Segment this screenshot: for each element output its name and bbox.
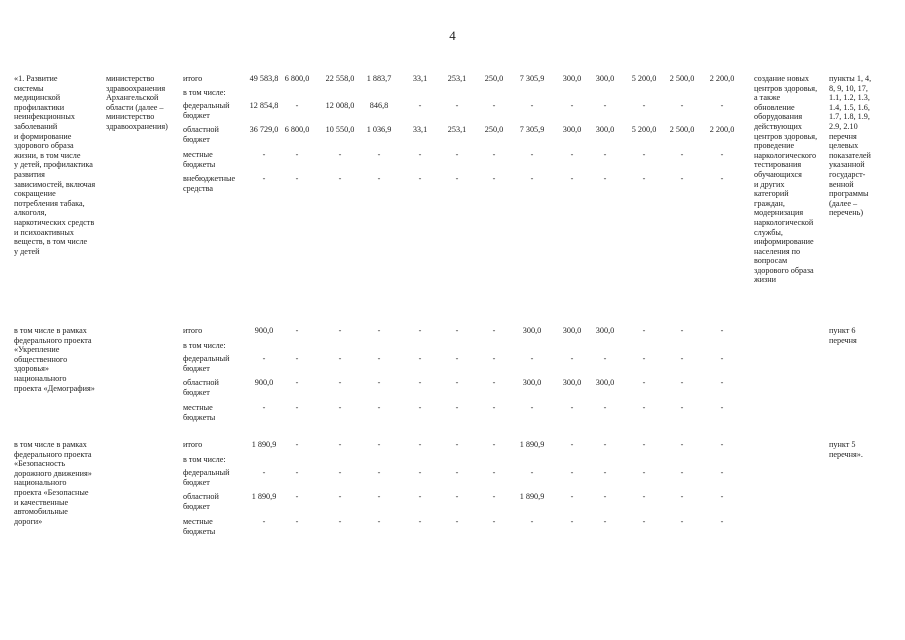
- funding-amount: -: [642, 440, 646, 449]
- funding-amount: -: [720, 517, 724, 526]
- funding-amount: -: [492, 150, 496, 159]
- funding-amount: -: [642, 101, 646, 110]
- indicator-references: пункты 1, 4, 8, 9, 10, 17, 1.1, 1.2, 1.3, 1.4, 1.5, 1.6, 1.7, 1.8, 1.9, 2.9, 2.10 перечня целевых показателей указанной государст- венной программы (далее – перечень): [829, 74, 872, 218]
- funding-amount: -: [492, 174, 496, 183]
- funding-amount: 2 500,0: [669, 74, 695, 83]
- funding-amount: -: [720, 403, 724, 412]
- funding-source: в том числе:: [183, 455, 226, 464]
- funding-amount: -: [295, 517, 299, 526]
- funding-amount: -: [642, 378, 646, 387]
- task-description: в том числе в рамках федерального проекта «Укрепление общественного здоровья» национального проекта «Демография»: [14, 326, 95, 393]
- funding-amount: -: [377, 174, 381, 183]
- funding-amount: -: [720, 174, 724, 183]
- funding-source: местные бюджеты: [183, 517, 216, 536]
- funding-amount: -: [295, 403, 299, 412]
- funding-source: итого: [183, 440, 203, 449]
- funding-amount: -: [295, 378, 299, 387]
- funding-amount: -: [418, 517, 422, 526]
- funding-amount: 900,0: [254, 378, 274, 387]
- funding-amount: 1 883,7: [366, 74, 392, 83]
- funding-amount: -: [295, 468, 299, 477]
- funding-amount: -: [570, 354, 574, 363]
- funding-amount: -: [418, 354, 422, 363]
- funding-amount: 1 890,9: [519, 440, 545, 449]
- funding-amount: -: [338, 517, 342, 526]
- funding-amount: -: [338, 468, 342, 477]
- funding-amount: -: [377, 403, 381, 412]
- funding-amount: 12 854,8: [249, 101, 279, 110]
- funding-amount: 900,0: [254, 326, 274, 335]
- funding-source: областной бюджет: [183, 492, 219, 511]
- funding-amount: -: [720, 326, 724, 335]
- funding-amount: -: [492, 492, 496, 501]
- funding-source: областной бюджет: [183, 125, 219, 144]
- funding-amount: -: [295, 440, 299, 449]
- funding-amount: -: [262, 174, 266, 183]
- funding-amount: -: [680, 378, 684, 387]
- funding-amount: -: [492, 326, 496, 335]
- funding-amount: -: [720, 378, 724, 387]
- funding-amount: -: [338, 403, 342, 412]
- funding-amount: 36 729,0: [249, 125, 279, 134]
- funding-amount: -: [295, 492, 299, 501]
- funding-amount: -: [680, 517, 684, 526]
- funding-amount: 300,0: [595, 378, 615, 387]
- funding-amount: -: [680, 326, 684, 335]
- funding-amount: -: [642, 174, 646, 183]
- funding-amount: 300,0: [522, 326, 542, 335]
- funding-amount: -: [262, 150, 266, 159]
- funding-amount: 1 890,9: [251, 440, 277, 449]
- funding-source: федеральный бюджет: [183, 101, 230, 120]
- funding-amount: 300,0: [562, 125, 582, 134]
- funding-amount: -: [455, 174, 459, 183]
- funding-amount: -: [295, 326, 299, 335]
- funding-amount: -: [492, 354, 496, 363]
- funding-amount: -: [720, 354, 724, 363]
- funding-amount: -: [570, 174, 574, 183]
- funding-amount: -: [377, 326, 381, 335]
- funding-amount: -: [570, 468, 574, 477]
- funding-amount: -: [377, 440, 381, 449]
- funding-amount: -: [720, 440, 724, 449]
- funding-amount: -: [492, 468, 496, 477]
- funding-amount: -: [338, 378, 342, 387]
- funding-amount: -: [455, 517, 459, 526]
- funding-source: итого: [183, 74, 203, 83]
- funding-amount: 300,0: [522, 378, 542, 387]
- indicator-references: пункт 6 перечня: [829, 326, 857, 345]
- funding-amount: 300,0: [595, 125, 615, 134]
- funding-amount: -: [680, 403, 684, 412]
- funding-amount: 250,0: [484, 74, 504, 83]
- funding-amount: -: [680, 150, 684, 159]
- funding-amount: -: [642, 326, 646, 335]
- funding-amount: 253,1: [447, 125, 467, 134]
- funding-amount: -: [492, 101, 496, 110]
- funding-source: областной бюджет: [183, 378, 219, 397]
- funding-amount: -: [455, 440, 459, 449]
- funding-amount: 7 305,9: [519, 125, 545, 134]
- funding-amount: -: [377, 378, 381, 387]
- funding-amount: -: [603, 354, 607, 363]
- funding-amount: -: [418, 101, 422, 110]
- funding-amount: -: [455, 326, 459, 335]
- funding-amount: -: [603, 468, 607, 477]
- funding-amount: -: [603, 150, 607, 159]
- funding-amount: -: [530, 174, 534, 183]
- funding-amount: -: [642, 403, 646, 412]
- funding-amount: -: [377, 468, 381, 477]
- funding-amount: -: [262, 517, 266, 526]
- funding-amount: -: [680, 468, 684, 477]
- funding-amount: 10 550,0: [325, 125, 355, 134]
- funding-amount: -: [492, 517, 496, 526]
- funding-amount: -: [338, 174, 342, 183]
- funding-amount: -: [418, 440, 422, 449]
- funding-amount: 33,1: [412, 74, 428, 83]
- funding-amount: -: [455, 150, 459, 159]
- funding-amount: -: [530, 517, 534, 526]
- funding-amount: -: [720, 101, 724, 110]
- funding-amount: -: [295, 354, 299, 363]
- funding-amount: -: [720, 468, 724, 477]
- funding-amount: 5 200,0: [631, 125, 657, 134]
- funding-source: внебюджетные средства: [183, 174, 236, 193]
- funding-amount: 846,8: [369, 101, 389, 110]
- funding-amount: 6 800,0: [284, 125, 310, 134]
- funding-amount: -: [455, 492, 459, 501]
- funding-amount: -: [418, 403, 422, 412]
- funding-amount: -: [418, 150, 422, 159]
- funding-amount: -: [642, 150, 646, 159]
- funding-amount: -: [262, 468, 266, 477]
- funding-source: итого: [183, 326, 203, 335]
- funding-source: в том числе:: [183, 88, 226, 97]
- funding-amount: -: [377, 517, 381, 526]
- funding-amount: -: [377, 492, 381, 501]
- funding-amount: -: [338, 440, 342, 449]
- funding-amount: -: [603, 492, 607, 501]
- funding-amount: -: [418, 468, 422, 477]
- funding-amount: -: [570, 101, 574, 110]
- funding-amount: -: [455, 378, 459, 387]
- funding-amount: -: [570, 403, 574, 412]
- funding-amount: -: [603, 517, 607, 526]
- funding-amount: -: [720, 150, 724, 159]
- funding-amount: -: [530, 354, 534, 363]
- funding-amount: -: [642, 354, 646, 363]
- funding-amount: -: [642, 468, 646, 477]
- funding-amount: -: [570, 517, 574, 526]
- funding-amount: 22 558,0: [325, 74, 355, 83]
- funding-amount: -: [295, 101, 299, 110]
- funding-amount: 250,0: [484, 125, 504, 134]
- funding-amount: 5 200,0: [631, 74, 657, 83]
- funding-amount: -: [492, 378, 496, 387]
- funding-amount: -: [642, 517, 646, 526]
- funding-amount: -: [262, 354, 266, 363]
- funding-amount: -: [570, 440, 574, 449]
- funding-amount: 2 500,0: [669, 125, 695, 134]
- funding-amount: -: [530, 403, 534, 412]
- task-description: «1. Развитие системы медицинской профилактики неинфекционных заболеваний и формирование здорового образа жизни, в том числе у детей, профилактика развития зависимостей, включая сокращение потребления табака, алкоголя, наркотических средств и психоактивных веществ, в том числе у детей: [14, 74, 96, 256]
- funding-amount: -: [455, 403, 459, 412]
- funding-amount: -: [338, 492, 342, 501]
- indicator-references: пункт 5 перечня».: [829, 440, 863, 459]
- funding-amount: -: [642, 492, 646, 501]
- funding-amount: 12 008,0: [325, 101, 355, 110]
- funding-amount: 300,0: [562, 74, 582, 83]
- funding-amount: -: [455, 101, 459, 110]
- funding-amount: -: [295, 174, 299, 183]
- page-number: 4: [449, 28, 456, 43]
- funding-amount: 300,0: [562, 326, 582, 335]
- expected-result: создание новых центров здоровья, а также обновление оборудования действующих центров здоровья, проведение наркологического тестирования обучающихся и других категорий граждан, модернизация наркологической службы, информирование населения по вопросам здорового образа жизни: [754, 74, 818, 285]
- funding-amount: -: [338, 354, 342, 363]
- funding-source: местные бюджеты: [183, 150, 216, 169]
- funding-amount: -: [338, 150, 342, 159]
- funding-amount: -: [455, 354, 459, 363]
- funding-source: федеральный бюджет: [183, 354, 230, 373]
- funding-amount: -: [295, 150, 299, 159]
- funding-amount: -: [377, 150, 381, 159]
- funding-amount: -: [680, 174, 684, 183]
- funding-amount: -: [492, 403, 496, 412]
- funding-source: местные бюджеты: [183, 403, 216, 422]
- funding-amount: -: [530, 468, 534, 477]
- funding-amount: 300,0: [595, 326, 615, 335]
- funding-source: в том числе:: [183, 341, 226, 350]
- funding-amount: -: [603, 440, 607, 449]
- funding-amount: 1 036,9: [366, 125, 392, 134]
- funding-amount: 6 800,0: [284, 74, 310, 83]
- funding-amount: 49 583,8: [249, 74, 279, 83]
- funding-amount: -: [680, 440, 684, 449]
- funding-amount: -: [338, 326, 342, 335]
- task-description: в том числе в рамках федерального проекта «Безопасность дорожного движения» национального проекта «Безопасные и качественные автомобильные дороги»: [14, 440, 92, 526]
- funding-amount: -: [603, 403, 607, 412]
- funding-amount: 1 890,9: [519, 492, 545, 501]
- funding-amount: -: [492, 440, 496, 449]
- funding-amount: -: [262, 403, 266, 412]
- funding-amount: 7 305,9: [519, 74, 545, 83]
- funding-amount: -: [680, 101, 684, 110]
- funding-amount: -: [418, 174, 422, 183]
- funding-amount: -: [418, 326, 422, 335]
- funding-source: федеральный бюджет: [183, 468, 230, 487]
- funding-amount: -: [418, 492, 422, 501]
- funding-amount: 33,1: [412, 125, 428, 134]
- funding-amount: -: [680, 492, 684, 501]
- funding-amount: -: [570, 150, 574, 159]
- funding-amount: -: [680, 354, 684, 363]
- funding-amount: -: [720, 492, 724, 501]
- funding-amount: -: [570, 492, 574, 501]
- funding-amount: -: [530, 150, 534, 159]
- funding-amount: 300,0: [562, 378, 582, 387]
- funding-amount: -: [530, 101, 534, 110]
- funding-amount: -: [455, 468, 459, 477]
- funding-amount: 2 200,0: [709, 74, 735, 83]
- funding-amount: 2 200,0: [709, 125, 735, 134]
- funding-amount: 1 890,9: [251, 492, 277, 501]
- funding-amount: -: [603, 101, 607, 110]
- funding-amount: -: [603, 174, 607, 183]
- funding-amount: 300,0: [595, 74, 615, 83]
- funding-amount: 253,1: [447, 74, 467, 83]
- funding-amount: -: [377, 354, 381, 363]
- funding-amount: -: [418, 378, 422, 387]
- executor-description: министерство здравоохранения Архангельской области (далее – министерство здравоохранения): [106, 74, 168, 131]
